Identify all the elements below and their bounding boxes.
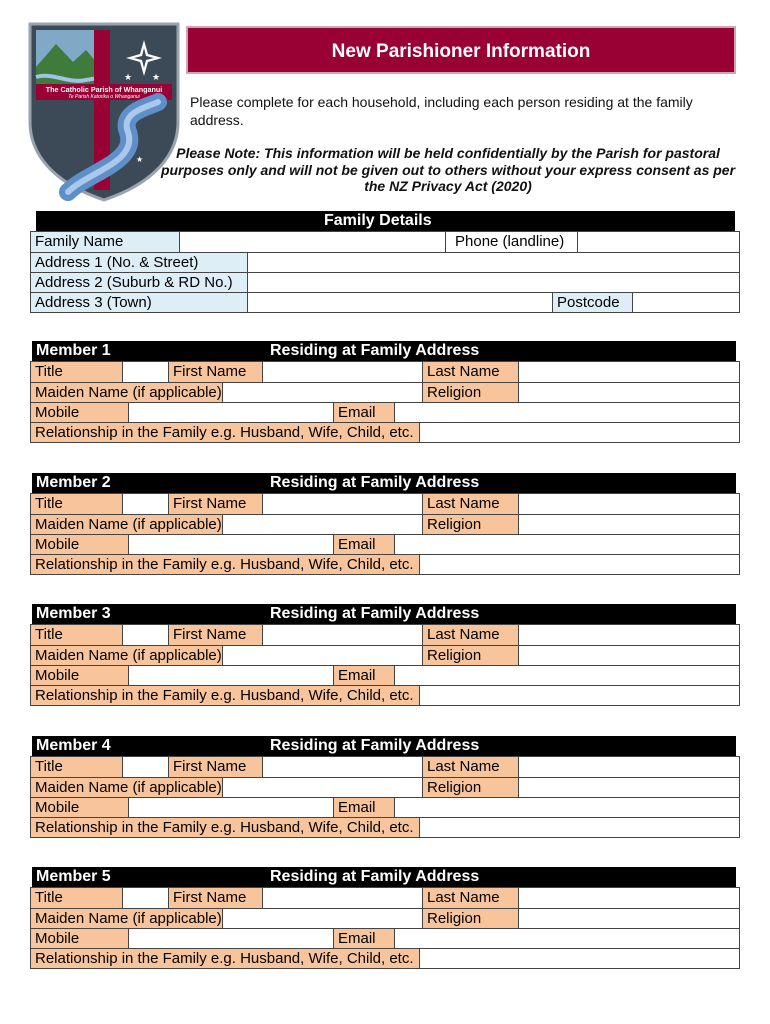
member-row-contact — [31, 402, 739, 422]
member-row-name — [31, 888, 739, 908]
relationship-field[interactable] — [420, 686, 739, 705]
last-name-label: Last Name — [423, 362, 519, 382]
address2-row — [31, 272, 739, 292]
email-label: Email — [334, 403, 395, 422]
member-3-title: Member 3 — [36, 605, 111, 622]
address3-field[interactable] — [248, 293, 553, 312]
last-name-label: Last Name — [423, 494, 519, 514]
member-1-header — [32, 341, 736, 361]
first-name-field[interactable] — [263, 625, 423, 645]
relationship-label: Relationship in the Family e.g. Husband, Wife, Child, etc. — [31, 949, 420, 968]
last-name-label: Last Name — [423, 625, 519, 645]
email-label: Email — [334, 798, 395, 817]
relationship-field[interactable] — [420, 949, 739, 968]
mobile-label: Mobile — [31, 929, 129, 948]
relationship-label: Relationship in the Family e.g. Husband, Wife, Child, etc. — [31, 818, 420, 837]
family-name-row — [31, 232, 739, 252]
maiden-name-label: Maiden Name (if applicable) — [31, 909, 223, 928]
last-name-label: Last Name — [423, 757, 519, 777]
religion-label: Religion — [423, 909, 519, 928]
religion-field[interactable] — [519, 515, 739, 534]
address2-label: Address 2 (Suburb & RD No.) — [31, 273, 248, 292]
family-details-table — [30, 231, 740, 313]
title-label: Title — [31, 362, 123, 382]
first-name-field[interactable] — [263, 494, 423, 514]
phone-field[interactable] — [578, 232, 739, 252]
maiden-name-field[interactable] — [223, 515, 423, 534]
member-4-title: Member 4 — [36, 737, 111, 754]
address3-row — [31, 292, 739, 312]
member-3-residing: Residing at Family Address — [270, 605, 480, 622]
first-name-label: First Name — [169, 494, 263, 514]
address1-row — [31, 252, 739, 272]
relationship-field[interactable] — [420, 423, 739, 442]
title-field[interactable] — [123, 757, 169, 777]
last-name-label: Last Name — [423, 888, 519, 908]
member-4-residing: Residing at Family Address — [270, 737, 480, 754]
last-name-field[interactable] — [519, 888, 739, 908]
first-name-label: First Name — [169, 362, 263, 382]
member-row-relationship — [31, 685, 739, 705]
address1-field[interactable] — [248, 253, 739, 272]
member-3-header — [32, 604, 736, 624]
svg-text:★: ★ — [136, 155, 144, 164]
address1-label: Address 1 (No. & Street) — [31, 253, 248, 272]
maiden-name-field[interactable] — [223, 909, 423, 928]
religion-label: Religion — [423, 515, 519, 534]
member-row-name — [31, 362, 739, 382]
member-row-contact — [31, 797, 739, 817]
religion-field[interactable] — [519, 383, 739, 402]
title-label: Title — [31, 757, 123, 777]
relationship-field[interactable] — [420, 818, 739, 837]
intro-text: Please complete for each household, including each person residing at the family address. — [190, 94, 693, 128]
member-row-relationship — [31, 948, 739, 968]
crest-text-2: Te Parish Katorika o Whanganui — [68, 94, 140, 100]
member-2-header — [32, 473, 736, 493]
maiden-name-field[interactable] — [223, 778, 423, 797]
mobile-label: Mobile — [31, 798, 129, 817]
family-details-heading: Family Details — [324, 212, 432, 229]
member-4-table — [30, 756, 740, 838]
member-row-name — [31, 494, 739, 514]
member-3-table — [30, 624, 740, 706]
email-field[interactable] — [395, 798, 739, 817]
email-label: Email — [334, 929, 395, 948]
member-row-relationship — [31, 422, 739, 442]
religion-label: Religion — [423, 383, 519, 402]
religion-field[interactable] — [519, 909, 739, 928]
title-label: Title — [31, 888, 123, 908]
member-row-maiden — [31, 514, 739, 534]
maiden-name-label: Maiden Name (if applicable) — [31, 383, 223, 402]
first-name-field[interactable] — [263, 757, 423, 777]
title-field[interactable] — [123, 494, 169, 514]
mobile-label: Mobile — [31, 666, 129, 685]
postcode-field[interactable] — [633, 293, 739, 312]
member-5-table — [30, 887, 740, 969]
first-name-label: First Name — [169, 888, 263, 908]
mobile-field[interactable] — [129, 666, 334, 685]
last-name-field[interactable] — [519, 494, 739, 514]
svg-text:★: ★ — [124, 73, 133, 83]
member-5-header — [32, 867, 736, 887]
member-5-residing: Residing at Family Address — [270, 868, 480, 885]
address3-label: Address 3 (Town) — [31, 293, 248, 312]
title-label: Title — [31, 625, 123, 645]
last-name-field[interactable] — [519, 625, 739, 645]
page-title: New Parishioner Information — [331, 41, 591, 62]
maiden-name-field[interactable] — [223, 383, 423, 402]
religion-field[interactable] — [519, 646, 739, 665]
maiden-name-field[interactable] — [223, 646, 423, 665]
member-1-title: Member 1 — [36, 342, 111, 359]
mobile-label: Mobile — [31, 535, 129, 554]
member-row-relationship — [31, 817, 739, 837]
family-details-header — [36, 211, 735, 231]
email-label: Email — [334, 535, 395, 554]
svg-text:★: ★ — [152, 73, 161, 83]
first-name-label: First Name — [169, 757, 263, 777]
member-row-maiden — [31, 382, 739, 402]
privacy-note: Please Note: This information will be held confidentially by the Parish for pastoral purposes only and will not be given out to others without your express consent as per the NZ Privacy Act (2020) — [160, 145, 736, 194]
member-1-residing: Residing at Family Address — [270, 342, 480, 359]
religion-label: Religion — [423, 646, 519, 665]
maiden-name-label: Maiden Name (if applicable) — [31, 515, 223, 534]
member-row-relationship — [31, 554, 739, 574]
member-row-contact — [31, 928, 739, 948]
email-field[interactable] — [395, 403, 739, 422]
family-name-label: Family Name — [31, 232, 180, 252]
address2-field[interactable] — [248, 273, 739, 292]
mobile-field[interactable] — [129, 798, 334, 817]
member-4-header — [32, 736, 736, 756]
postcode-label: Postcode — [553, 293, 633, 312]
email-field[interactable] — [395, 535, 739, 554]
last-name-field[interactable] — [519, 362, 739, 382]
member-row-maiden — [31, 908, 739, 928]
email-label: Email — [334, 666, 395, 685]
member-row-name — [31, 757, 739, 777]
maiden-name-label: Maiden Name (if applicable) — [31, 778, 223, 797]
member-2-residing: Residing at Family Address — [270, 474, 480, 491]
relationship-field[interactable] — [420, 555, 739, 574]
first-name-field[interactable] — [263, 362, 423, 382]
family-name-field[interactable] — [180, 232, 446, 252]
member-row-maiden — [31, 645, 739, 665]
mobile-field[interactable] — [129, 403, 334, 422]
title-field[interactable] — [123, 888, 169, 908]
title-label: Title — [31, 494, 123, 514]
maiden-name-label: Maiden Name (if applicable) — [31, 646, 223, 665]
relationship-label: Relationship in the Family e.g. Husband, Wife, Child, etc. — [31, 423, 420, 442]
crest-text-1: The Catholic Parish of Whanganui — [45, 85, 163, 94]
member-row-contact — [31, 665, 739, 685]
email-field[interactable] — [395, 929, 739, 948]
mobile-field[interactable] — [129, 929, 334, 948]
title-banner — [186, 26, 736, 74]
first-name-label: First Name — [169, 625, 263, 645]
member-2-table — [30, 493, 740, 575]
last-name-field[interactable] — [519, 757, 739, 777]
member-row-contact — [31, 534, 739, 554]
member-2-title: Member 2 — [36, 474, 111, 491]
title-field[interactable] — [123, 625, 169, 645]
phone-label: Phone (landline) — [446, 232, 578, 252]
mobile-field[interactable] — [129, 535, 334, 554]
mobile-label: Mobile — [31, 403, 129, 422]
religion-field[interactable] — [519, 778, 739, 797]
member-row-name — [31, 625, 739, 645]
member-1-table — [30, 361, 740, 443]
member-row-maiden — [31, 777, 739, 797]
relationship-label: Relationship in the Family e.g. Husband, Wife, Child, etc. — [31, 686, 420, 705]
title-field[interactable] — [123, 362, 169, 382]
member-5-title: Member 5 — [36, 868, 111, 885]
first-name-field[interactable] — [263, 888, 423, 908]
email-field[interactable] — [395, 666, 739, 685]
religion-label: Religion — [423, 778, 519, 797]
relationship-label: Relationship in the Family e.g. Husband, Wife, Child, etc. — [31, 555, 420, 574]
